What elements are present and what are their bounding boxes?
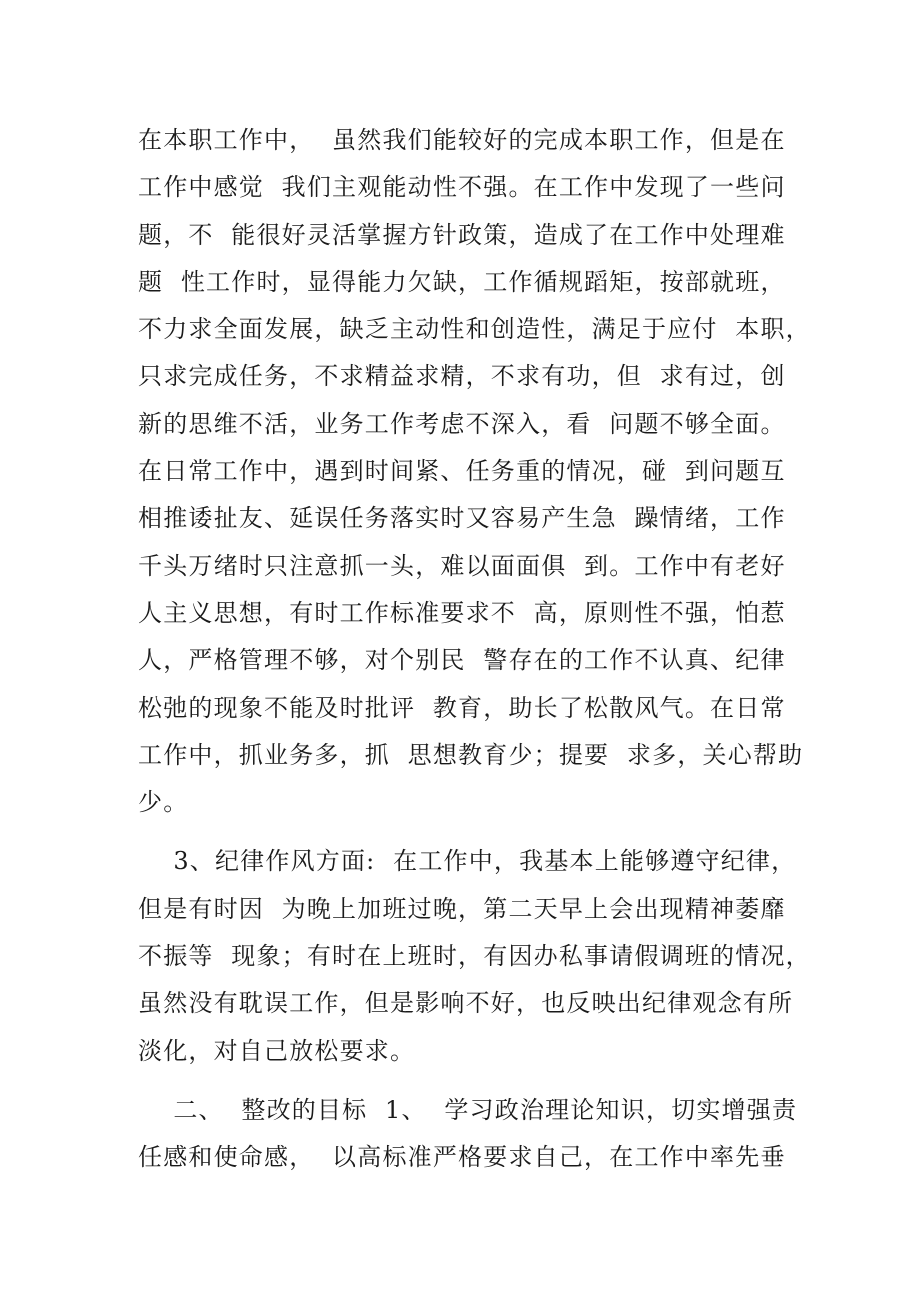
text-line: 3、纪律作风方面: 在工作中，我基本上能够遵守纪律，: [138, 847, 797, 876]
text-line: 在本职工作中， 虽然我们能较好的完成本职工作，但是在: [138, 126, 786, 154]
text-line: 只求完成任务，不求精益求精，不求有功，但 求有过，创: [138, 362, 786, 391]
text-line: 二、 整改的目标 1、 学习政治理论知识，切实增强责: [138, 1095, 798, 1124]
text-line: 千头万绪时只注意抓一头，难以面面俱 到。工作中有老好: [138, 551, 786, 580]
text-line: 人，严格管理不够，对个别民 警存在的工作不认真、纪律: [138, 646, 786, 675]
paragraph-1: [138, 117, 810, 826]
text-line: 相推诿扯友、延误任务落实时又容易产生急 躁情绪，工作: [138, 504, 786, 533]
text-line: 人主义思想，有时工作标准要求不 高，原则性不强，怕惹: [138, 598, 786, 627]
paragraph-spacer: [138, 1075, 810, 1087]
text-line: 但是有时因 为晚上加班过晚，第二天早上会出现精神萎靡: [138, 894, 786, 923]
paragraph-spacer: [138, 826, 810, 838]
text-line: 在日常工作中，遇到时间紧、任务重的情况，碰 到问题互: [138, 457, 786, 486]
text-line: 工作中感觉 我们主观能动性不强。在工作中发现了一些问: [138, 173, 786, 202]
text-line: 题 性工作时，显得能力欠缺，工作循规蹈矩，按部就班，: [138, 267, 786, 296]
text-line: 淡化，对自己放松要求。: [138, 1036, 416, 1065]
text-line: 新的思维不活，业务工作考虑不深入，看 问题不够全面。: [138, 409, 786, 438]
text-line: 不振等 现象；有时在上班时，有因办私事请假调班的情况，: [138, 942, 811, 971]
text-line: 松弛的现象不能及时批评 教育，助长了松散风气。在日常: [138, 693, 786, 722]
paragraph-2: [138, 838, 810, 1074]
text-line: 任感和使命感， 以高标准严格要求自己，在工作中率先垂: [138, 1143, 786, 1172]
paragraph-3: [138, 1087, 810, 1182]
document-body: [138, 117, 810, 1182]
text-line: 少。: [138, 788, 189, 817]
text-line: 题，不 能很好灵活掌握方针政策，造成了在工作中处理难: [138, 220, 786, 249]
text-line: 不力求全面发展，缺乏主动性和创造性，满足于应付 本职，: [138, 315, 811, 344]
text-line: 虽然没有耽误工作，但是影响不好，也反映出纪律观念有所: [138, 989, 794, 1018]
text-line: 工作中，抓业务多，抓 思想教育少；提要 求多，关心帮助: [138, 740, 804, 769]
